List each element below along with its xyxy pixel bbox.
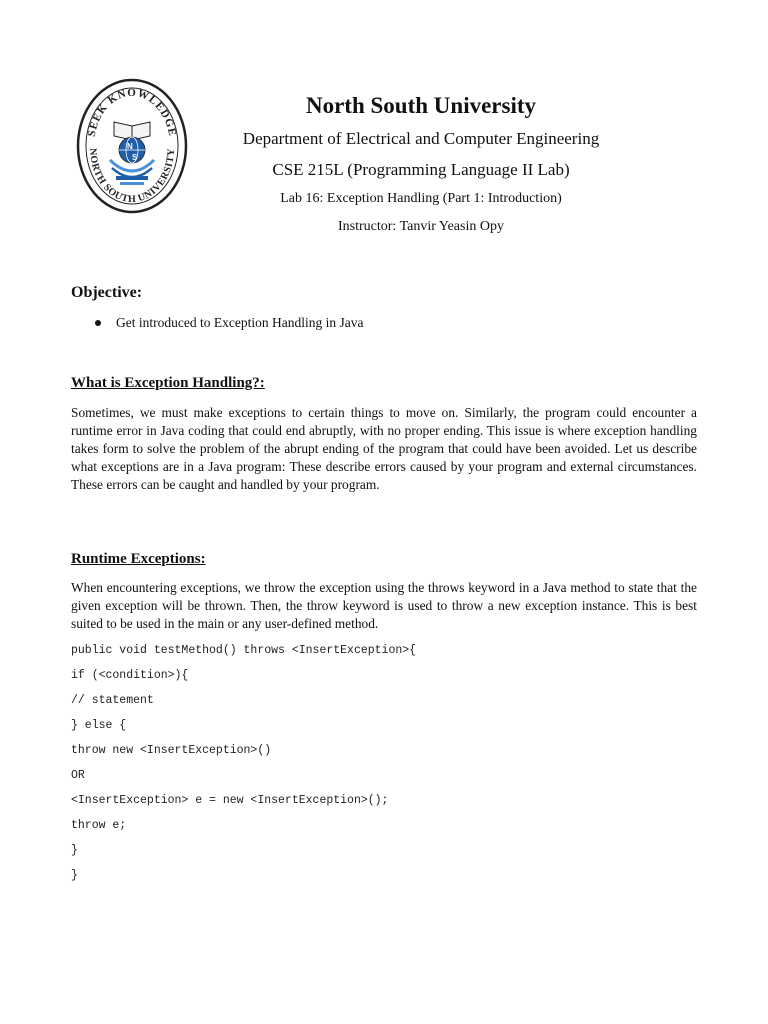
code-line: OR <box>71 769 85 782</box>
code-line: // statement <box>71 694 154 707</box>
what-is-paragraph: Sometimes, we must make exceptions to certain things to move on. Similarly, the program could encounter a runtime error in Java coding that could end abruptly, with no proper ending. This issue is where exception handling takes form to solve the problem of the abrupt ending of the program that could have been avoided. Let us describe what exceptions are in a Java program: These describe errors caused by your program and external circumstances. These errors can be caught and handled by your program. <box>71 405 697 492</box>
department-name: Department of Electrical and Computer Engineering <box>242 129 600 148</box>
objective-bullet <box>95 315 363 331</box>
university-seal-logo <box>76 78 188 214</box>
course-name: CSE 215L (Programming Language II Lab) <box>272 160 570 179</box>
seal-bottom-text: NORTH SOUTH UNIVERSITY <box>86 147 178 206</box>
code-line: if (<condition>){ <box>71 669 189 682</box>
objective-bullet-text: Get introduced to Exception Handling in Java <box>116 315 364 330</box>
document-header <box>214 90 628 237</box>
code-line: throw new <InsertException>() <box>71 744 272 757</box>
code-line: } <box>71 844 78 857</box>
university-title: North South University <box>305 93 536 118</box>
seal-top-text: SEEK KNOWLEDGE <box>85 86 179 138</box>
code-line: } else { <box>71 719 127 732</box>
bullet-icon <box>95 320 101 326</box>
code-line: } <box>71 869 78 882</box>
runtime-paragraph: When encountering exceptions, we throw the exception using the throws keyword in a Java method to state that the given exception will be thrown. Then, the throw keyword is used to throw a new exception instance. This is best suited to be used in the main or any user-defined method. <box>71 580 697 631</box>
code-line: public void testMethod() throws <InsertException>{ <box>71 644 417 657</box>
code-line: <InsertException> e = new <InsertException>(); <box>71 794 389 807</box>
lab-title: Lab 16: Exception Handling (Part 1: Introduction) <box>280 191 562 206</box>
code-block <box>71 638 416 888</box>
code-line: throw e; <box>71 819 127 832</box>
runtime-heading: Runtime Exceptions: <box>71 551 206 567</box>
instructor-name: Instructor: Tanvir Yeasin Opy <box>338 219 504 234</box>
seal-letter-n: N <box>127 142 133 151</box>
seal-letter-s: S <box>132 153 138 162</box>
objective-heading: Objective: <box>71 284 143 301</box>
what-is-heading: What is Exception Handling?: <box>71 375 265 391</box>
